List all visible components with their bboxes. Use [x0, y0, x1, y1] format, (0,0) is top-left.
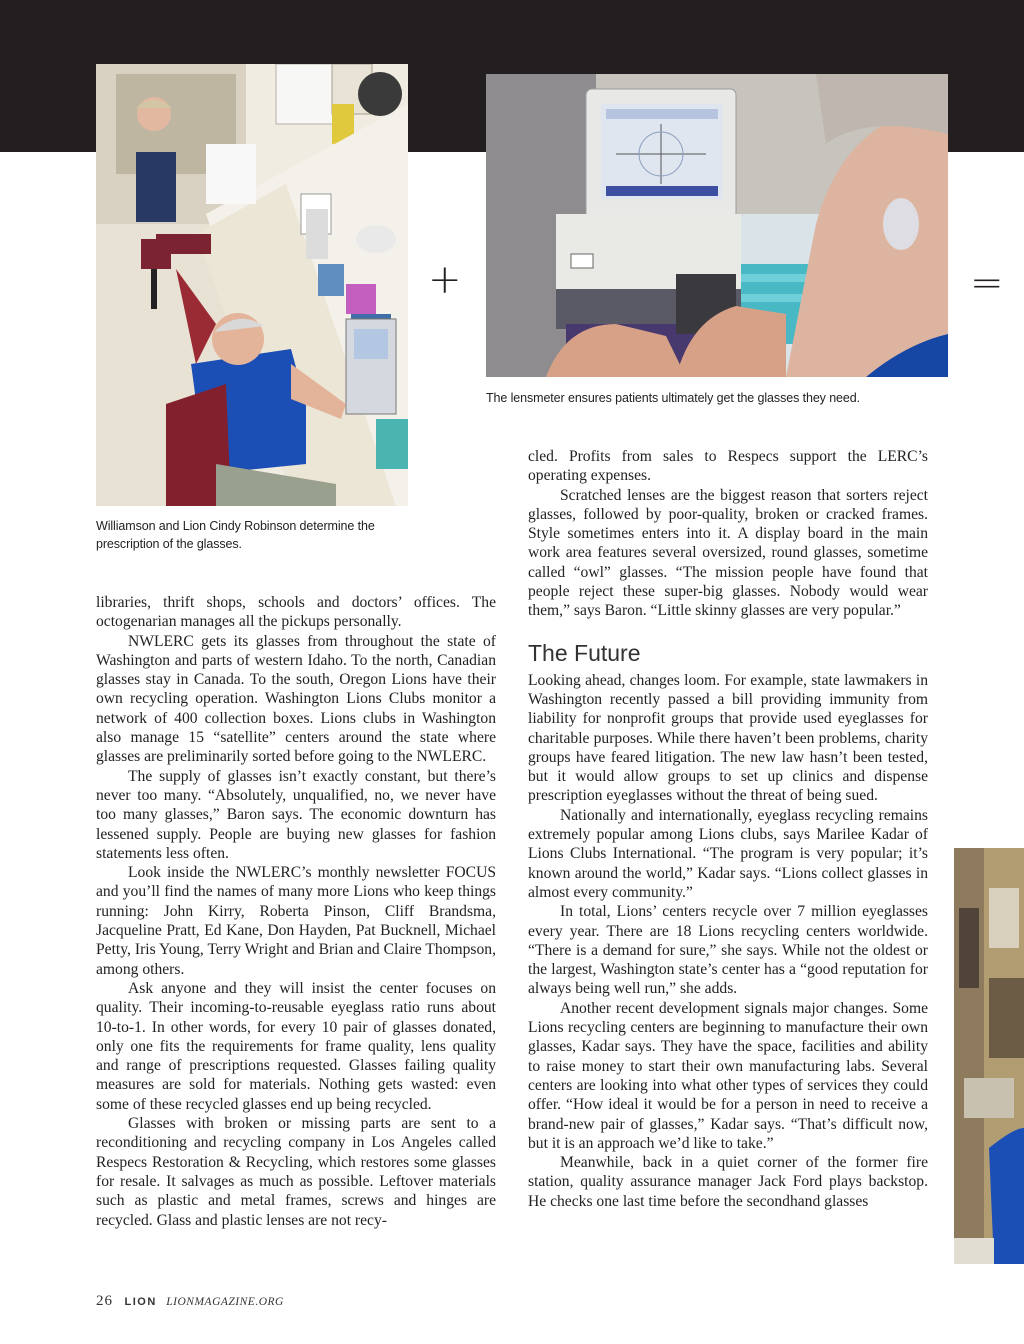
paragraph: Look inside the NWLERC’s monthly newsletter FOCUS and you’ll find the names of many more Lions who keep things running: John Kirry, Roberta Pinson, Cliff Brandsma, Jacqueline Pratt, Ed Kane, Don Hayden, Pat Bucknell, Michael Petty, Iris Young, Terry Wright and Brian and Claire Thompson, among others.: [96, 864, 496, 978]
paragraph: In total, Lions’ centers recycle over 7 million eyeglasses every year. There are 18 Lions recycling centers worldwide. “There is a demand for sure,” she says. While not the oldest or the largest, Washington state’s center has a “good reputation for always being well run,” she adds.: [528, 903, 928, 998]
photo-caption-top: The lensmeter ensures patients ultimately get the glasses they need.: [486, 391, 860, 405]
paragraph: Looking ahead, changes loom. For example, state lawmakers in Washington recently passed a bill providing immunity from liability for nonprofit groups that provide used eyeglasses for charitable purposes. While there haven’t been problems, charity groups have feared litigation. The new law hasn’t been tested, but it would allow groups to set up clinics and dispense prescription eyeglasses without the threat of being sued.: [528, 671, 928, 805]
equals-sign: =: [970, 260, 1004, 306]
photo-caption-left: Williamson and Lion Cindy Robinson determine the prescription of the glasses.: [96, 519, 375, 551]
lensmeter-photo: [486, 74, 948, 377]
section-heading: The Future: [528, 639, 641, 666]
page-number: 26: [96, 1293, 113, 1309]
paragraph: Glasses with broken or missing parts are sent to a reconditioning and recycling company in Los Angeles called Respecs Restoration & Recycling, which restores some glasses for resale. It salvages as much as possible. Leftover materials such as plastic and metal frames, screws and hinges are recycled. Glass and plastic lenses are not recy-: [96, 1115, 496, 1229]
article-column-right: [528, 447, 928, 1211]
article-column-left: [96, 593, 496, 1230]
paragraph: Scratched lenses are the biggest reason that sorters reject glasses, followed by poor-quality, broken or cracked frames. Style sometimes enters into it. A display board in the main work area features several oversized, round glasses, sometime called “owl” glasses. “The mission people have found that people reject these super-big glasses. Nobody would wear them,” says Baron. “Little skinny glasses are very popular.”: [528, 486, 928, 620]
page-footer: [96, 1293, 284, 1310]
paragraph: Ask anyone and they will insist the center focuses on quality. Their incoming-to-reusable eyeglass ratio runs about 10-to-1. In other words, for every 10 pair of glasses donated, only one fits the requirements for frame quality, lens quality and range of prescriptions requested. Glasses failing quality measures are sold for materials. Nothing gets wasted: even some of these recycled glasses end up being recycled.: [96, 979, 496, 1113]
volunteer-right-photo: [954, 848, 1024, 1264]
paragraph: libraries, thrift shops, schools and doctors’ offices. The octogenarian manages all the pickups personally.: [96, 594, 496, 631]
volunteers-photo: [96, 64, 408, 506]
paragraph: Another recent development signals major changes. Some Lions recycling centers are beginning to manufacture their own glasses, Kadar says. They have the space, facilities and ability to raise money to start their own manufacturing labs. Several centers are looking into what other types of services they could offer. “How ideal it would be for a person in need to receive a brand-new pair of glasses,” Kadar says. “That’s difficult now, but it is an approach we’d like to take.”: [528, 999, 928, 1152]
magazine-name: LION: [124, 1296, 157, 1308]
paragraph: NWLERC gets its glasses from throughout the state of Washington and parts of western Idaho. To the north, Canadian glasses stay in Canada. To the south, Oregon Lions have their own recycling operation. Washington Lions Clubs monitor a network of 400 collection boxes. Lions clubs in Washington also manage 15 “satellite” centers around the state where glasses are preliminarily sorted before going to the NWLERC.: [96, 632, 496, 766]
paragraph: Nationally and internationally, eyeglass recycling remains extremely popular among Lions clubs, says Marilee Kadar of Lions Clubs International. “The program is very popular; it’s known around the world,” Kadar says. “Lions collect glasses in almost every community.”: [528, 806, 928, 901]
paragraph: cled. Profits from sales to Respecs support the LERC’s operating expenses.: [528, 448, 928, 485]
magazine-website: LIONMAGAZINE.ORG: [166, 1296, 284, 1308]
paragraph: Meanwhile, back in a quiet corner of the former fire station, quality assurance manager Jack Ford plays backstop. He checks one last time before the secondhand glasses: [528, 1154, 928, 1210]
plus-sign: +: [428, 257, 462, 303]
paragraph: The supply of glasses isn’t exactly constant, but there’s never too many. “Absolutely, unqualified, no, we never have too many glasses,” Baron says. The economic downturn has lessened supply. People are buying new glasses for fashion statements less often.: [96, 767, 496, 862]
